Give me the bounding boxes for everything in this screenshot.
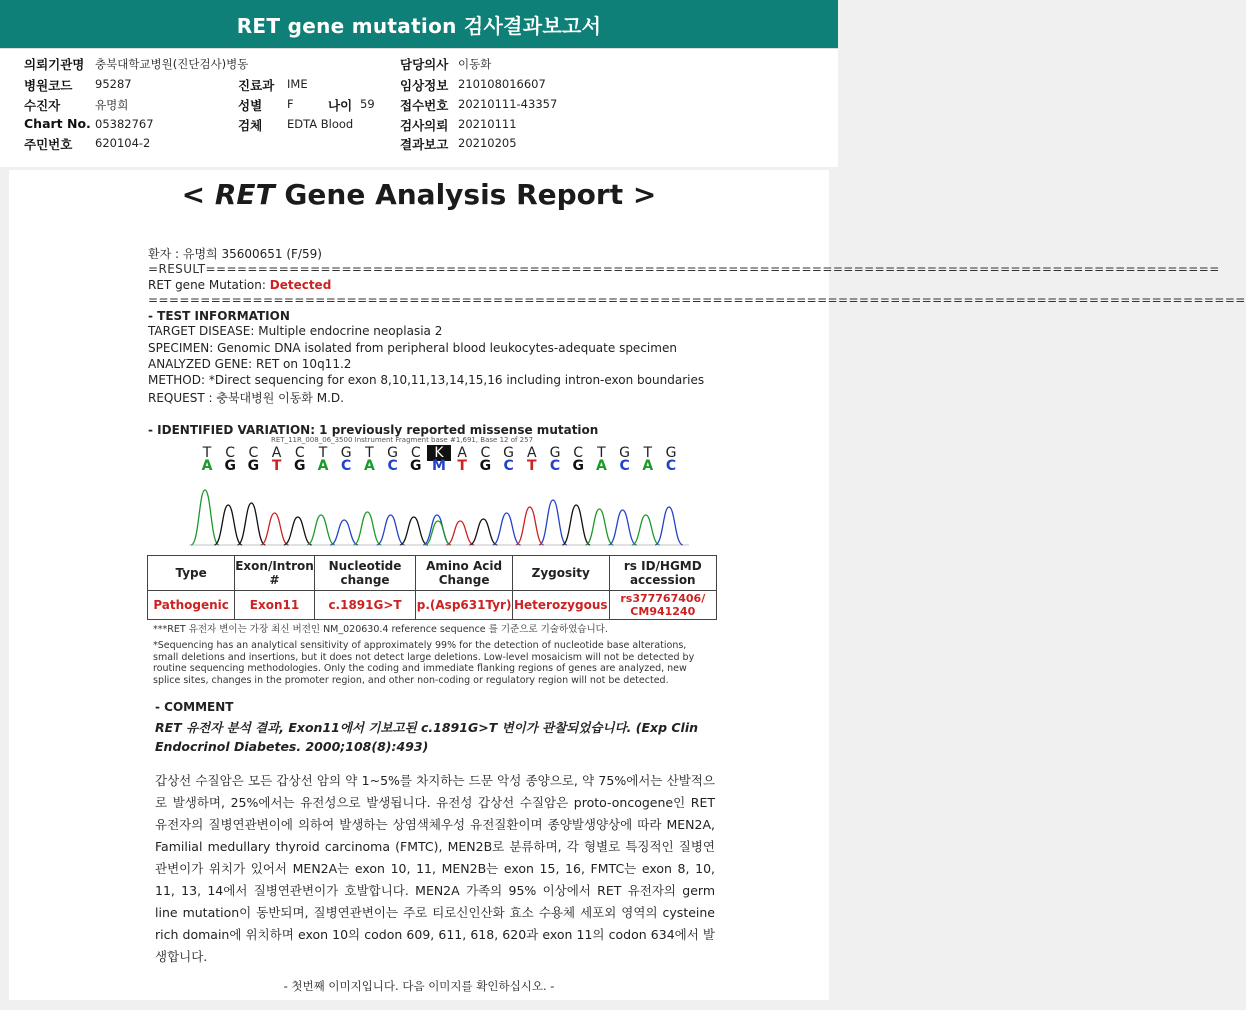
variant-table-row [148, 591, 717, 620]
trace-peak-0 [191, 490, 219, 545]
base-ref-3: A [271, 445, 282, 461]
base-ref-18: G [619, 445, 631, 461]
trace-peak-9 [400, 517, 428, 545]
base-call-1: G [224, 458, 236, 474]
base-ref-7: T [365, 445, 374, 461]
report-document [9, 170, 1246, 1000]
base-ref-16: C [573, 445, 584, 461]
request-label: 검사의뢰 [400, 118, 449, 133]
base-ref-0: T [202, 445, 212, 461]
base-call-0: A [201, 458, 213, 474]
th-exon: Exon/Intron # [235, 556, 315, 591]
document-title [9, 178, 829, 211]
trace-peak-14 [516, 507, 544, 545]
th-nucleotide: Nucleotide change [314, 556, 415, 591]
base-ref-2: C [248, 445, 259, 461]
base-ref-1: C [225, 445, 236, 461]
identified-heading: - IDENTIFIED VARIATION: 1 previously reported missense mutation [148, 423, 599, 437]
patient-line: 환자 : 유명희 35600651 (F/59) [148, 247, 322, 261]
doctor-value: 이동화 [458, 57, 492, 71]
trace-peak-6 [330, 520, 358, 545]
age-label: 나이 [328, 98, 353, 113]
th-rsid: rs ID/HGMD accession [609, 556, 716, 591]
accession-label: 접수번호 [400, 98, 449, 113]
trace-peak-3 [261, 513, 289, 545]
th-type: Type [148, 556, 235, 591]
trace-peak-5 [307, 515, 335, 545]
base-ref-8: G [387, 445, 399, 461]
base-ref-15: G [549, 445, 561, 461]
request-line: REQUEST : 충북대병원 이동화 M.D. [148, 391, 344, 405]
base-call-13: C [503, 458, 514, 474]
base-call-17: A [595, 458, 607, 474]
comment-text: RET 유전자 분석 결과, Exon11에서 기보고된 c.1891G>T 변이가 관찰되었습니다. (Exp Clin Endocrinol Diabetes. 2000;108(8):493) [155, 720, 699, 754]
base-call-4: G [294, 458, 306, 474]
variant-rsid: rs377767406/ CM941240 [609, 591, 716, 620]
mutation-status: Detected [269, 278, 332, 292]
th-zygosity: Zygosity [512, 556, 609, 591]
patient-header [0, 48, 838, 167]
trace-peak-15 [539, 500, 567, 545]
test-info-heading: - TEST INFORMATION [148, 309, 290, 323]
base-ref-6: G [340, 445, 352, 461]
trace-peak-2 [237, 503, 265, 545]
clinical-value: 210108016607 [458, 77, 546, 91]
receiver-label: 수진자 [24, 98, 61, 113]
base-call-18: C [619, 458, 630, 474]
code-value: 95287 [95, 77, 132, 91]
footnote-reference: ***RET 유전자 변이는 가장 최신 버전인 NM_020630.4 reference sequence 를 기준으로 기술하였습니다. [153, 624, 608, 635]
variant-type: Pathogenic [148, 591, 235, 620]
variant-exon: Exon11 [235, 591, 315, 620]
base-call-5: A [317, 458, 329, 474]
trace-peak-18 [609, 510, 637, 545]
variant-amino: p.(Asp631Tyr) [416, 591, 513, 620]
sex-value: F [287, 97, 294, 111]
trace-peak-16 [562, 505, 590, 545]
dept-value: IME [287, 77, 308, 91]
base-call-10: M [432, 458, 446, 474]
base-call-2: G [247, 458, 260, 474]
title-rest: Gene Analysis Report > [274, 178, 657, 211]
trace-peak-12 [469, 519, 497, 545]
trace-peak-8 [377, 515, 405, 545]
base-ref-20: G [665, 445, 677, 461]
chart-value: 05382767 [95, 117, 154, 131]
base-ref-9: C [410, 445, 421, 461]
th-amino: Amino Acid Change [416, 556, 513, 591]
base-call-3: T [271, 458, 282, 474]
hospital-value: 충북대학교병원(진단검사)병동 [95, 57, 249, 71]
base-ref-10: K [427, 445, 451, 461]
accession-value: 20210111-43357 [458, 97, 558, 111]
variant-table-header [148, 556, 717, 591]
specimen-value: EDTA Blood [287, 117, 354, 131]
title-prefix: < [181, 178, 215, 211]
id-label: 주민번호 [24, 137, 73, 152]
base-call-19: A [642, 458, 654, 474]
receiver-value: 유명희 [95, 98, 129, 112]
base-ref-11: A [457, 445, 467, 461]
variant-table [147, 555, 717, 620]
footnote-sensitivity: *Sequencing has an analytical sensitivity of approximately 99% for the detection of nucleotide base alterations, small deletions and insertions, but it does not detect large deletions. Low-level mosaicism will not be detected by routine sequencing methodologies. Only the coding and immediate flanking regions of genes are analyzed, new splice sites, changes in the promoter region, and other non-coding or regulatory region will not be detected. [153, 640, 695, 686]
target-disease: TARGET DISEASE: Multiple endocrine neoplasia 2 [148, 324, 443, 338]
clinical-label: 임상정보 [400, 78, 449, 93]
method-line: METHOD: *Direct sequencing for exon 8,10,11,13,14,15,16 including intron-exon boundaries [148, 373, 705, 387]
doctor-label: 담당의사 [400, 57, 449, 72]
base-ref-17: T [597, 445, 606, 461]
report-title-bar [0, 0, 838, 48]
mutation-line [148, 278, 331, 292]
base-ref-19: T [643, 445, 653, 461]
trace-peak-1 [214, 505, 242, 545]
trace-peak-11 [446, 521, 474, 545]
base-ref-12: C [480, 445, 491, 461]
trace-peak-20 [655, 507, 683, 545]
variant-nucleotide: c.1891G>T [314, 591, 415, 620]
dept-label: 진료과 [238, 78, 275, 93]
title-gene: RET [214, 178, 275, 211]
trace-peak-19 [632, 515, 660, 545]
code-label: 병원코드 [24, 78, 73, 93]
base-ref-4: C [294, 445, 305, 461]
analyzed-gene: ANALYZED GENE: RET on 10q11.2 [148, 357, 352, 371]
hospital-label: 의뢰기관명 [24, 57, 85, 72]
trace-peak-7 [353, 512, 381, 545]
base-call-7: A [363, 458, 375, 474]
trace-peak-alt-10 [425, 521, 451, 545]
report-title: RET gene mutation 검사결과보고서 [236, 13, 602, 38]
base-call-14: T [527, 458, 537, 474]
base-call-9: G [410, 458, 422, 474]
base-call-6: C [341, 458, 352, 474]
comment-heading: - COMMENT [155, 700, 234, 714]
base-ref-5: T [318, 445, 328, 461]
page-footer-note: - 첫번째 이미지입니다. 다음 이미지를 확인하십시오. - [283, 979, 555, 993]
base-call-8: C [387, 458, 398, 474]
id-value: 620104-2 [95, 136, 151, 150]
base-call-12: G [479, 458, 492, 474]
base-ref-14: A [527, 445, 537, 461]
base-ref-13: G [503, 445, 515, 461]
specimen-label: 검체 [238, 118, 263, 133]
result-separator: ========================================================================================================= [148, 293, 1246, 307]
specimen-line: SPECIMEN: Genomic DNA isolated from peripheral blood leukocytes-adequate specimen [148, 341, 677, 355]
base-call-16: G [572, 458, 584, 474]
trace-caption: RET_11R_008_06_3500 Instrument Fragment base #1,691, Base 12 of 257 [271, 436, 534, 444]
trace-peak-17 [585, 509, 613, 545]
variant-zygosity: Heterozygous [512, 591, 609, 620]
request-value: 20210111 [458, 117, 517, 131]
chromatogram [189, 470, 709, 550]
base-call-11: T [457, 458, 467, 474]
base-call-15: C [549, 458, 561, 474]
chart-label: Chart No. [24, 116, 91, 131]
result-header: =RESULT================================================================================================= [148, 262, 1220, 276]
report-label: 결과보고 [400, 137, 449, 152]
sex-label: 성별 [238, 98, 263, 113]
trace-peak-4 [284, 517, 312, 545]
report-value: 20210205 [458, 136, 517, 150]
age-value: 59 [360, 97, 375, 111]
base-call-20: C [665, 458, 677, 474]
trace-peak-13 [493, 513, 521, 545]
description-paragraph: 갑상선 수질암은 모든 갑상선 암의 약 1~5%를 차지하는 드문 악성 종양으로, 약 75%에서는 산발적으로 발생하며, 25%에서는 유전성으로 발생됩니다. 유전성 갑상선 수질암은 proto-oncogene인 RET 유전자의 질병연관변이에 의하여 발생하는 상염색체우성 유전질환이며 종양발생양상에 따라 MEN2A, Familial medullary thyroid carcinoma (FMTC), MEN2B로 분류하며, 각 형별로 특징적인 질병연관변이가 위치가 있어서 MEN2A는 exon 10, 11, MEN2B는 exon 15, 16, FMTC는 exon 8, 10, 11, 13, 14에서 질병연관변이가 호발합니다. MEN2A 가족의 95% 이상에서 RET 유전자의 germ line mutation이 동반되며, 질병연관변이는 주로 티로신인산화 효소 수용체 세포외 영역의 cysteine rich domain에 위치하며 exon 10의 codon 609, 611, 618, 620과 exon 11의 codon 634에서 발생합니다. [155, 773, 715, 964]
mutation-label: RET gene Mutation: [148, 278, 270, 292]
